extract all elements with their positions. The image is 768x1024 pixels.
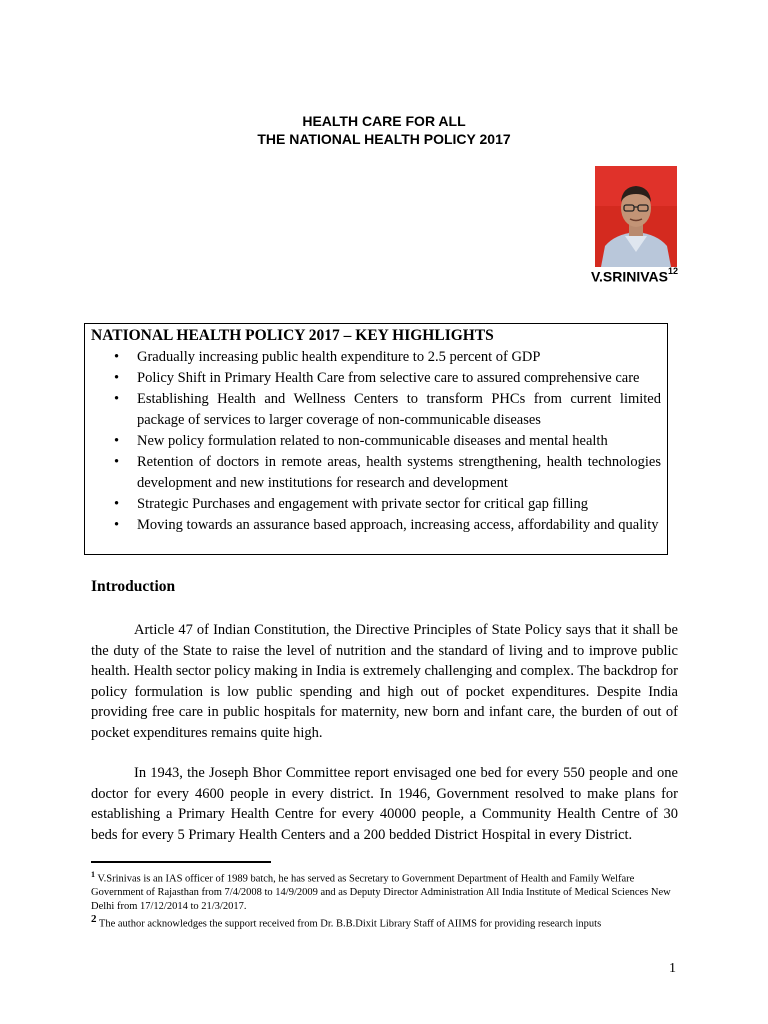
footnote-1-text: V.Srinivas is an IAS officer of 1989 batch, he has served as Secretary to Government Department of Health and Family Welfare Government of Rajasthan from 7/4/2008 to 14/9/2009 and as Deputy Director Administration All India Institute of Medical Sciences New Delhi from 17/12/2014 to 21/3/2017. — [91, 873, 671, 912]
highlight-item: • Gradually increasing public health expenditure to 2.5 percent of GDP — [137, 347, 661, 368]
highlight-item: • Strategic Purchases and engagement with private sector for critical gap filling — [137, 494, 661, 515]
key-highlights-list — [91, 347, 661, 536]
introduction-heading: Introduction — [91, 578, 176, 595]
document-title — [0, 112, 768, 148]
introduction-paragraph-1: Article 47 of Indian Constitution, the Directive Principles of State Policy says that it shall be the duty of the State to raise the level of nutrition and the standard of living and to improve public health. Health sector policy making in India is extremely challenging and complex. The backdrop for policy formulation is low public spending and high out of pocket expenditures. Despite India providing free care in public hospitals for maternity, new born and infant care, the burden of out of pocket expenditures remains quite high. — [91, 622, 678, 741]
author-photo — [595, 166, 677, 267]
footnote-separator — [91, 861, 271, 863]
author-name-text: V.SRINIVAS — [590, 268, 668, 285]
author-portrait-image — [595, 166, 677, 267]
key-highlights-title: NATIONAL HEALTH POLICY 2017 – KEY HIGHLIGHTS — [91, 327, 494, 344]
footnote-2-mark: 2 — [91, 913, 97, 925]
author-footnote-marks: 12 — [667, 266, 678, 276]
page-number: 1 — [669, 961, 676, 976]
title-line-2: THE NATIONAL HEALTH POLICY 2017 — [257, 131, 511, 147]
highlight-item: • Retention of doctors in remote areas, health systems strengthening, health technologies development and new institutions for research and development — [137, 452, 661, 494]
title-line-1: HEALTH CARE FOR ALL — [302, 113, 466, 129]
footnote-2-text: The author acknowledges the support received from Dr. B.B.Dixit Library Staff of AIIMS for providing research inputs — [96, 918, 602, 930]
author-name — [591, 268, 678, 285]
footnote-2 — [91, 913, 681, 931]
highlight-item: • Establishing Health and Wellness Centers to transform PHCs from current limited package of services to larger coverage of non-communicable diseases — [137, 389, 661, 431]
highlight-item: • New policy formulation related to non-communicable diseases and mental health — [137, 431, 661, 452]
highlight-item: • Moving towards an assurance based approach, increasing access, affordability and quality — [137, 515, 661, 536]
key-highlights-box — [84, 323, 668, 555]
highlight-item: • Policy Shift in Primary Health Care from selective care to assured comprehensive care — [137, 368, 661, 389]
footnote-1-mark: 1 — [91, 870, 95, 879]
footnotes — [91, 868, 681, 931]
footnote-1 — [91, 868, 681, 913]
introduction-paragraph-2: In 1943, the Joseph Bhor Committee report envisaged one bed for every 550 people and one doctor for every 4600 people in every district. In 1946, Government resolved to make plans for establishing a Primary Health Centre for every 40000 people, a Community Health Centre of 30 beds for every 5 Primary Health Centers and a 200 bedded District Hospital in every District. — [91, 765, 678, 843]
